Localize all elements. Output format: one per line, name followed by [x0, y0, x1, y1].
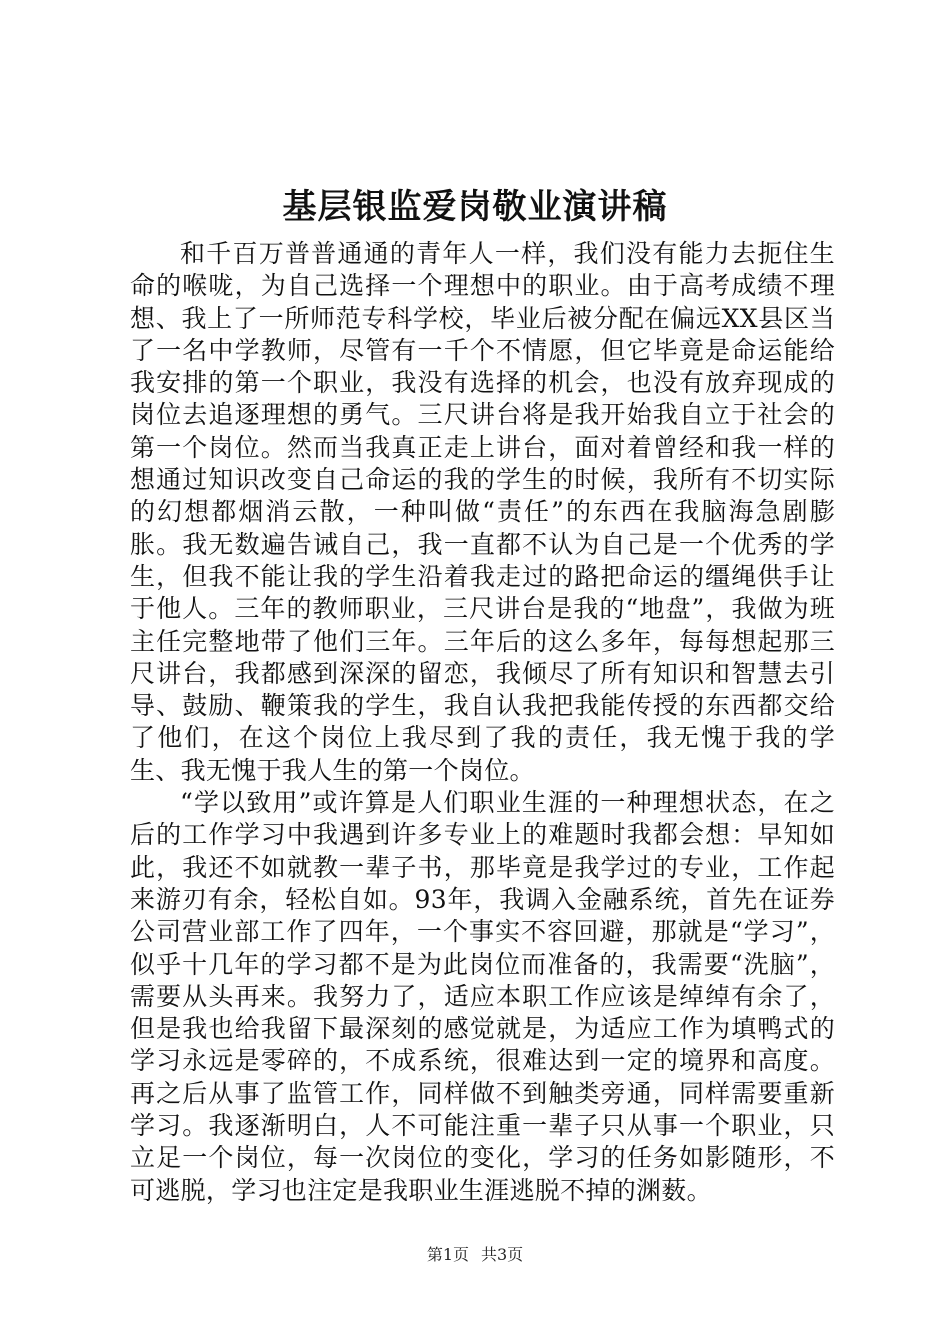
paragraph-2: “学以致用”或许算是人们职业生涯的一种理想状态，在之后的工作学习中我遇到许多专业上的难题时我都会想：早知如此，我还不如就教一辈子书，那毕竟是我学过的专业，工作起来游刃有余，轻松自如。93年，我调入金融系统，首先在证券公司营业部工作了四年，一个事实不容回避，那就是“学习”，似乎十几年的学习都不是为此岗位而准备的，我需要“洗脑”，需要从头再来。我努力了，适应本职工作应该是绰绰有余了，但是我也给我留下最深刻的感觉就是，为适应工作为填鸭式的学习永远是零碎的，不成系统，很难达到一定的境界和高度。再之后从事了监管工作，同样做不到触类旁通，同样需要重新学习。我逐渐明白，人不可能注重一辈子只从事一个职业，只立足一个岗位，每一次岗位的变化，学习的任务如影随形，不可逃脱，学习也注定是我职业生涯逃脱不掉的渊薮。 — [130, 788, 835, 1205]
document-body — [130, 238, 835, 1207]
page-footer — [0, 1244, 950, 1266]
document-title: 基层银监爱岗敬业演讲稿 — [282, 187, 668, 227]
page-number: 第1页 — [426, 1245, 469, 1264]
page-total: 共3页 — [481, 1245, 524, 1264]
paragraph-1: 和千百万普普通通的青年人一样，我们没有能力去扼住生命的喉咙，为自己选择一个理想中的职业。由于高考成绩不理想、我上了一所师范专科学校，毕业后被分配在偏远XX县区当了一名中学教师，尽管有一千个不情愿，但它毕竟是命运能给我安排的第一个职业，我没有选择的机会，也没有放弃现成的岗位去追逐理想的勇气。三尺讲台将是我开始我自立于社会的第一个岗位。然而当我真正走上讲台，面对着曾经和我一样的想通过知识改变自己命运的我的学生的时候，我所有不切实际的幻想都烟消云散，一种叫做“责任”的东西在我脑海急剧膨胀。我无数遍告诫自己，我一直都不认为自己是一个优秀的学生，但我不能让我的学生沿着我走过的路把命运的缰绳供手让于他人。三年的教师职业，三尺讲台是我的“地盘”，我做为班主任完整地带了他们三年。三年后的这么多年，每每想起那三尺讲台，我都感到深深的留恋，我倾尽了所有知识和智慧去引导、鼓励、鞭策我的学生，我自认我把我能传授的东西都交给了他们，在这个岗位上我尽到了我的责任，我无愧于我的学生、我无愧于我人生的第一个岗位。 — [130, 239, 835, 785]
